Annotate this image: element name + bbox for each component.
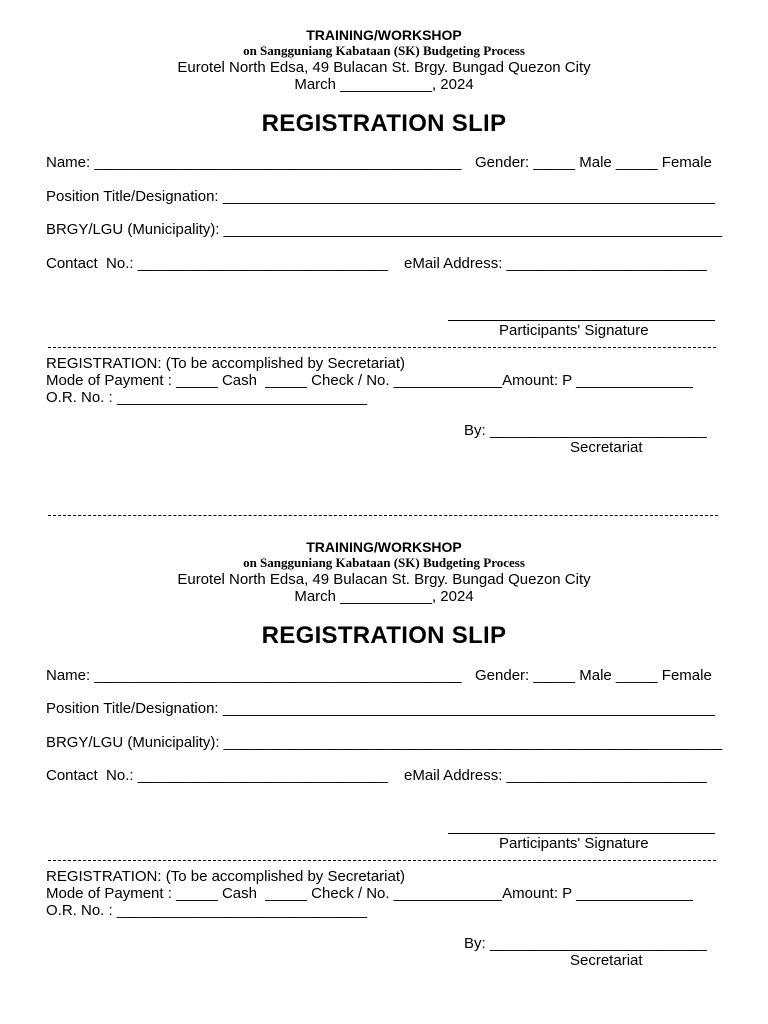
training-heading: TRAINING/WORKSHOP bbox=[306, 539, 462, 555]
date-line: March ___________, 2024 bbox=[294, 76, 474, 93]
venue-line: Eurotel North Edsa, 49 Bulacan St. Brgy. Bungad Quezon City bbox=[177, 571, 591, 588]
gender-field[interactable]: Gender: _____ Male _____ Female bbox=[475, 154, 712, 171]
name-field[interactable]: Name: ____________________________________________ bbox=[46, 667, 462, 684]
training-subtitle: on Sangguniang Kabataan (SK) Budgeting Process bbox=[243, 43, 525, 58]
name-field[interactable]: Name: ____________________________________________ bbox=[46, 154, 462, 171]
registration-note: REGISTRATION: (To be accomplished by Secretariat) bbox=[46, 868, 406, 885]
signature-label: Participants' Signature bbox=[499, 322, 649, 339]
position-field[interactable]: Position Title/Designation: ___________________________________________________________ bbox=[46, 188, 715, 205]
signature-line[interactable] bbox=[448, 320, 715, 321]
training-heading: TRAINING/WORKSHOP bbox=[306, 27, 462, 43]
secretariat-label: Secretariat bbox=[570, 952, 643, 969]
position-field[interactable]: Position Title/Designation: ___________________________________________________________ bbox=[46, 700, 715, 717]
divider bbox=[48, 860, 716, 861]
registration-note: REGISTRATION: (To be accomplished by Secretariat) bbox=[46, 355, 406, 372]
contact-field[interactable]: Contact No.: ______________________________ bbox=[46, 767, 388, 784]
payment-field[interactable]: Mode of Payment : _____ Cash _____ Check / No. _____________Amount: P ______________ bbox=[46, 372, 693, 389]
email-field[interactable]: eMail Address: ________________________ bbox=[404, 767, 707, 784]
slip-title: REGISTRATION SLIP bbox=[261, 110, 507, 137]
registration-slip-2 bbox=[0, 513, 768, 1023]
brgy-field[interactable]: BRGY/LGU (Municipality): ____________________________________________________________ bbox=[46, 221, 723, 238]
secretariat-label: Secretariat bbox=[570, 439, 643, 456]
brgy-field[interactable]: BRGY/LGU (Municipality): ____________________________________________________________ bbox=[46, 734, 723, 751]
training-subtitle: on Sangguniang Kabataan (SK) Budgeting Process bbox=[243, 555, 525, 570]
slip-title: REGISTRATION SLIP bbox=[261, 622, 507, 649]
date-line: March ___________, 2024 bbox=[294, 588, 474, 605]
email-field[interactable]: eMail Address: ________________________ bbox=[404, 255, 707, 272]
signature-line[interactable] bbox=[448, 833, 715, 834]
venue-line: Eurotel North Edsa, 49 Bulacan St. Brgy. Bungad Quezon City bbox=[177, 59, 591, 76]
gender-field[interactable]: Gender: _____ Male _____ Female bbox=[475, 667, 712, 684]
or-number-field[interactable]: O.R. No. : ______________________________ bbox=[46, 902, 368, 919]
by-field[interactable]: By: __________________________ bbox=[464, 935, 707, 952]
divider bbox=[48, 347, 716, 348]
registration-slip-1 bbox=[0, 0, 768, 510]
signature-label: Participants' Signature bbox=[499, 835, 649, 852]
by-field[interactable]: By: __________________________ bbox=[464, 422, 707, 439]
payment-field[interactable]: Mode of Payment : _____ Cash _____ Check / No. _____________Amount: P ______________ bbox=[46, 885, 693, 902]
contact-field[interactable]: Contact No.: ______________________________ bbox=[46, 255, 388, 272]
or-number-field[interactable]: O.R. No. : ______________________________ bbox=[46, 389, 368, 406]
